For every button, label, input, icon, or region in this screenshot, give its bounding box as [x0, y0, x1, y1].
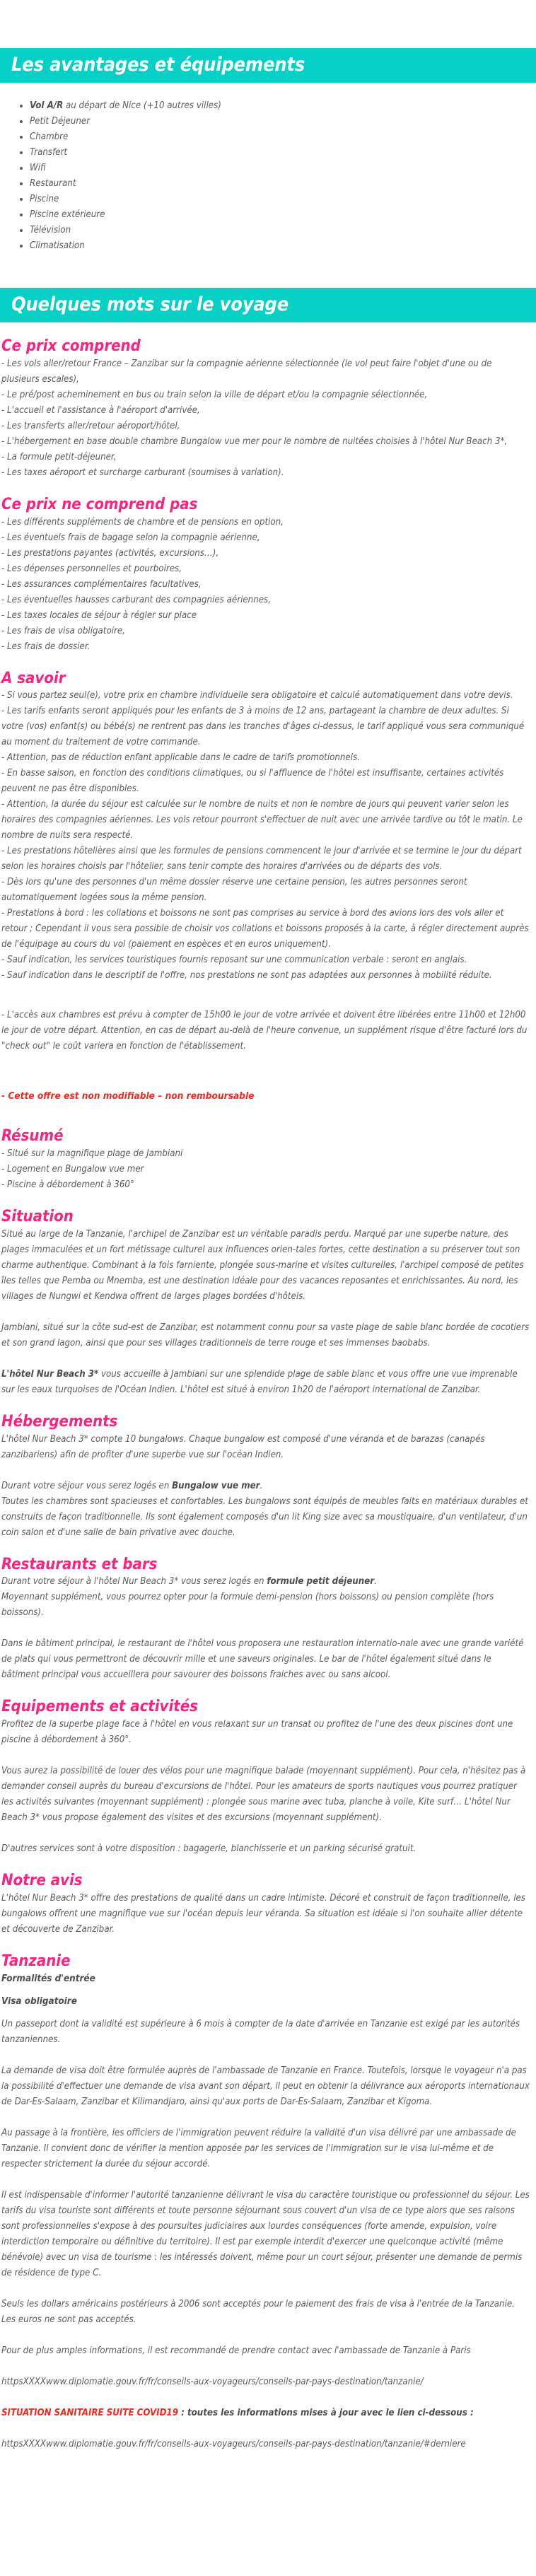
situation-para: Situé au large de la Tanzanie, l'archipel de Zanzibar est un véritable paradis perdu. Marqué par une superbe nature, des plages immaculées et un fort métissage culturel aux influences orien-tales fortes, cette destination a su préserver tout son charme authentique. Combinant à la fois farniente, plongée sous-marine et visites culturelles, l'archipel composé de petites îles telles que Pemba ou Mnemba, est une destination idéale pour des vacances reposantes et enrichissantes. Au nord, les villages de Nungwi et Kendwa offrent de larges plages bordées d'hôtels.	[1, 1228, 524, 1302]
heading-price-included: Ce prix comprend	[1, 337, 141, 355]
price-included-line: - L'accueil et l'assistance à l'aéroport d'arrivée,	[1, 404, 200, 416]
accommodation-intro: L'hôtel Nur Beach 3* compte 10 bungalows. Chaque bungalow est composé d'une véranda et de barazas (canapés zanzibariens) afin de profiter d'une superbe vue sur l'océan Indien.	[1, 1433, 485, 1460]
list-item	[20, 238, 536, 254]
heading-good-to-know: A savoir	[1, 669, 66, 687]
board-prefix: Durant votre séjour à l'hôtel Nur Beach 3* vous serez logés en	[1, 1576, 267, 1587]
covid-label: SITUATION SANITAIRE SUITE COVID19	[1, 2407, 178, 2418]
banner-advantages: Les avantages et équipements	[0, 48, 536, 83]
good-to-know-para: - Attention, pas de réduction enfant applicable dans le cadre de tarifs promotionnels.	[1, 752, 360, 764]
advantages-list	[0, 98, 536, 254]
advantage-text-1: Petit Déjeuner	[30, 116, 91, 127]
restaurants-description: Dans le bâtiment principal, le restaurant de l'hôtel vous proposera une restauration internatio-nale avec une grande variété de plats qui vous permettront de découvrir mille et une saveurs originales. Le bar de l'hôtel également situé dans le bâtiment principal vous accueillera pour savourer des boissons fraiches avec ou sans alcool.	[1, 1638, 524, 1681]
heading-facilities: Equipements et activités	[1, 1698, 198, 1716]
non-refundable-note: - Cette offre est non modifiable – non remboursable	[1, 1090, 255, 1102]
price-included-line: - Les vols aller/retour France – Zanzibar sur la compagnie aérienne sélectionnée (le vol peut faire l'objet d'une ou de plusieurs escales),	[1, 358, 492, 385]
heading-resume: Résumé	[1, 1127, 64, 1146]
list-item	[20, 223, 536, 238]
good-to-know-para: - Dès lors qu'une des personnes d'un même dossier réserve une certaine pension, les autres personnes seront automatiquement logées sous la même pension.	[1, 877, 467, 904]
heading-tanzania: Tanzanie	[1, 1952, 71, 1970]
tanzania-para: La demande de visa doit être formulée auprès de l'ambassade de Tanzanie en France. Toutefois, lorsque le voyageur n'a pas la possibilité d'effectuer une demande de visa avant son départ, il peut en obtenir la délivrance aux aéroports internationaux de Dar-Es-Salaam, Zanzibar et Kilimandjaro, ainsi qu'aux ports de Dar-Es-Salaam, Zanzibar et Kigoma.	[1, 2065, 530, 2107]
tanzania-para: Un passeport dont la validité est supérieure à 6 mois à compter de la date d'arrivée en Tanzanie est exigé par les autorités tanzaniennes.	[1, 2018, 520, 2045]
price-excluded-line: - Les assurances complémentaires facultatives,	[1, 578, 202, 590]
facilities-para: Profitez de la superbe plage face à l'hôtel en vous relaxant sur un transat ou profitez de l'une des deux piscines dont une piscine à débordement à 360°.	[1, 1719, 513, 1745]
price-excluded-line: - Les éventuels frais de bagage selon la compagnie aérienne,	[1, 532, 260, 543]
advantage-text-3: Transfert	[30, 147, 68, 158]
resume-line: - Situé sur la magnifique plage de Jambiani	[1, 1148, 183, 1159]
advantage-text-8: Télévision	[30, 225, 71, 235]
top-spacer	[0, 0, 536, 48]
hotel-lead-rest: vous accueille à Jambiani sur une splendide plage de sable blanc et vous offre une vue imprenable sur les eaux turquoises de l'Océan Indien. L'hôtel est situé à environ 1h20 de l'aéroport international de Zanzibar.	[1, 1368, 518, 1395]
heading-restaurants: Restaurants et bars	[1, 1555, 158, 1573]
good-to-know-para: - Les tarifs enfants seront appliqués pour les enfants de 3 à moins de 12 ans, partageant la chambre de deux adultes. Si votre (vos) enfant(s) ou bébé(s) ne rentrent pas dans les tranches d'âges ci-dessus, le tarif appliqué vous sera communiqué au moment du traitement de votre commande.	[1, 706, 525, 748]
list-item	[20, 176, 536, 192]
heading-accommodation: Hébergements	[1, 1412, 118, 1430]
list-item	[20, 114, 536, 129]
price-excluded-line: - Les éventuelles hausses carburant des compagnies aériennes,	[1, 594, 271, 605]
advantage-text-5: Restaurant	[30, 178, 76, 189]
good-to-know-para: - Si vous partez seul(e), votre prix en chambre individuelle sera obligatoire et calculé automatiquement dans votre devis.	[1, 690, 513, 701]
good-to-know-para: - Sauf indication dans le descriptif de l'offre, nos prestations ne sont pas adaptées aux personnes à mobilité réduite.	[1, 970, 492, 981]
price-excluded-line: - Les frais de dossier.	[1, 641, 91, 652]
tanzania-embassy-note: Pour de plus amples informations, il est recommandé de prendre contact avec l'ambassade de Tanzanie à Paris	[1, 2345, 471, 2356]
lodging-type-bold: Bungalow vue mer	[172, 1480, 260, 1491]
covid-rest: : toutes les informations mises à jour avec le lien ci-dessous :	[177, 2407, 474, 2418]
tanzania-para: Il est indispensable d'informer l'autorité tanzanienne délivrant le visa du caractère touristique ou professionnel du séjour. Les tarifs du visa touriste sont différents et toute personne séjournant sous couvert d'un visa de ce type alors que ses raisons sont professionnelles s'expose à des poursuites judiciaires aux lourdes conséquences (forte amende, expulsion, voire interdiction temporaire ou définitive du territoire). Il est par exemple interdit d'exercer une quelconque activité (même bénévole) avec un visa de tourisme : les intéressés doivent, même pour un court séjour, présenter une demande de permis de résidence de type C.	[1, 2189, 530, 2278]
entry-formalities-label: Formalités d'entrée	[1, 1973, 95, 1984]
advantage-text-9: Climatisation	[30, 240, 85, 251]
good-to-know-para: - Sauf indication, les services touristiques fournis reposant sur une communication verbale : seront en anglais.	[1, 955, 467, 966]
advantage-text-7: Piscine extérieure	[30, 209, 105, 220]
price-included-line: - L'hébergement en base double chambre Bungalow vue mer pour le nombre de nuitées choisies à l'hôtel Nur Beach 3*,	[1, 436, 508, 447]
lodging-prefix: Durant votre séjour vous serez logés en	[1, 1480, 173, 1491]
price-included-line: - Les taxes aéroport et surcharge carburant (soumises à variation).	[1, 467, 284, 478]
price-included-line: - Les transferts aller/retour aéroport/hôtel,	[1, 420, 180, 431]
diplomatie-link-2[interactable]: httpsXXXXwww.diplomatie.gouv.fr/fr/conseils-aux-voyageurs/conseils-par-pays-destination/tanzanie/#derniere	[1, 2438, 466, 2449]
good-to-know-para: - Les prestations hôtelières ainsi que les formules de pensions commencent le jour d'arrivée et se termine le jour du départ selon les horaires choisis par l'hôtelier, sans tenir compte des horaires d'arrivées ou de départs des vols.	[1, 846, 522, 873]
covid-notice	[1, 2406, 533, 2421]
advantage-text-0: au départ de Nice (+10 autres villes)	[63, 100, 221, 111]
banner-about-trip: Quelques mots sur le voyage	[0, 288, 536, 322]
advantage-text-4: Wifi	[30, 163, 46, 173]
advantage-text-2: Chambre	[30, 132, 69, 142]
list-item	[20, 192, 536, 207]
board-type-bold: formule petit déjeuner	[267, 1576, 375, 1587]
price-excluded-line: - Les prestations payantes (activités, excursions…),	[1, 547, 219, 559]
heading-situation: Situation	[1, 1208, 74, 1225]
resume-line: - Logement en Bungalow vue mer	[1, 1164, 144, 1175]
tanzania-para: Au passage à la frontière, les officiers de l'immigration peuvent réduire la validité d'un visa délivré par une ambassade de Tanzanie. Il convient donc de vérifier la mention apposée par les services de l'immigration sur le visa lui-même et de respecter strictement la durée du séjour accordé.	[1, 2127, 516, 2169]
advantage-text-6: Piscine	[30, 194, 59, 204]
restaurants-supplement: Moyennant supplément, vous pourrez opter pour la formule demi-pension (hors boissons) ou pension complète (hors boissons).	[1, 1592, 494, 1619]
tanzania-dollars-note: Seuls les dollars américains postérieurs à 2006 sont acceptés pour le paiement des frais de visa à l'entrée de la Tanzanie. Les euros ne sont pas acceptés.	[1, 2298, 515, 2325]
good-to-know-para: - Attention, la durée du séjour est calculée sur le nombre de nuits et non le nombre de jours qui peuvent varier selon les horaires des compagnies aériennes. Les vols retour pourront s'effectuer de nuit avec une arrivée tardive ou tôt le matin. Le nombre de nuits sera respecté.	[1, 799, 523, 841]
list-item	[20, 161, 536, 176]
price-included-line: - Le pré/post acheminement en bus ou train selon la ville de départ et/ou la compagnie sélectionnée,	[1, 389, 428, 400]
restaurants-board	[1, 1574, 533, 1590]
list-item	[20, 207, 536, 223]
facilities-para: Vous aurez la possibilité de louer des vélos pour une magnifique balade (moyennant supplément). Pour cela, n'hésitez pas à demander conseil auprès du bureau d'excursions de l'hôtel. Pour les amateurs de sports nautiques vous pourrez pratiquer les activités suivantes (moyennant supplément) : plongée sous marine avec tuba, planche à voile, Kite surf… L'hôtel Nur Beach 3* vous propose également des visites et des excursions (moyennant supplément).	[1, 1766, 526, 1823]
checkout-note: - L'accès aux chambres est prévu à compter de 15h00 le jour de votre arrivée et doivent être libérées entre 11h00 et 12h00 le jour de votre départ. Attention, en cas de départ au-delà de l'heure convenue, un supplément risque d'être facturé lors du "check out" le coût variera en fonction de l'établissement.	[1, 1010, 528, 1052]
list-item	[20, 129, 536, 145]
situation-hotel-lead	[1, 1367, 533, 1398]
heading-our-opinion: Notre avis	[1, 1872, 83, 1889]
accommodation-rooms: Toutes les chambres sont spacieuses et confortables. Les bungalows sont équipés de meubles faits en matériaux durables et construits de façon traditionnelle. Ils sont également composés d'un lit King size avec sa moustiquaire, d'un ventilateur, d'un coin salon et d'une salle de bain privative avec douche.	[1, 1496, 528, 1538]
price-excluded-line: - Les dépenses personnelles et pourboires,	[1, 563, 182, 574]
lodging-suffix: .	[260, 1480, 263, 1491]
hotel-name-bold: L'hôtel Nur Beach 3*	[1, 1368, 99, 1380]
list-item	[20, 98, 536, 114]
advantage-bold-0: Vol A/R	[30, 100, 64, 111]
good-to-know-para: - Prestations à bord : les collations et boissons ne sont pas comprises au service à bord des avions lors des vols aller et retour ; Cependant il vous sera possible de choisir vos collations et boissons proposés à la carte, à régler directement auprès de l'équipage au cours du vol (paiement en espèces et en euros uniquement).	[1, 908, 529, 950]
situation-para: Jambiani, situé sur la côte sud-est de Zanzibar, est notamment connu pour sa vaste plage de sable blanc bordée de cocotiers et son grand lagon, ainsi que pour ses villages traditionnels de terre rouge et ses immenses baobabs.	[1, 1322, 530, 1348]
good-to-know-para: - En basse saison, en fonction des conditions climatiques, ou si l'affluence de l'hôtel est insuffisante, certaines activités peuvent ne pas être disponibles.	[1, 768, 504, 795]
our-opinion-text: L'hôtel Nur Beach 3* offre des prestations de qualité dans un cadre intimiste. Décoré et construit de façon traditionnelle, les bungalows offrent une magnifique vue sur l'océan depuis leur véranda. Sa situation est idéale si l'on souhaite allier détente et découverte de Zanzibar.	[1, 1892, 525, 1935]
facilities-para: D'autres services sont à votre disposition : bagagerie, blanchisserie et un parking sécurisé gratuit.	[1, 1843, 416, 1854]
heading-price-excluded: Ce prix ne comprend pas	[1, 495, 198, 513]
resume-line: - Piscine à débordement à 360°	[1, 1179, 134, 1190]
price-excluded-line: - Les frais de visa obligatoire,	[1, 625, 125, 636]
price-excluded-line: - Les différents suppléments de chambre et de pensions en option,	[1, 516, 284, 528]
price-excluded-line: - Les taxes locales de séjour à régler sur place	[1, 610, 197, 621]
board-suffix: .	[374, 1576, 377, 1587]
visa-label: Visa obligatoire	[1, 1995, 77, 2007]
diplomatie-link-1[interactable]: httpsXXXXwww.diplomatie.gouv.fr/fr/conseils-aux-voyageurs/conseils-par-pays-destination/tanzanie/	[1, 2376, 424, 2387]
list-item	[20, 145, 536, 161]
accommodation-lodging	[1, 1479, 533, 1494]
price-included-line: - La formule petit-déjeuner,	[1, 451, 117, 462]
